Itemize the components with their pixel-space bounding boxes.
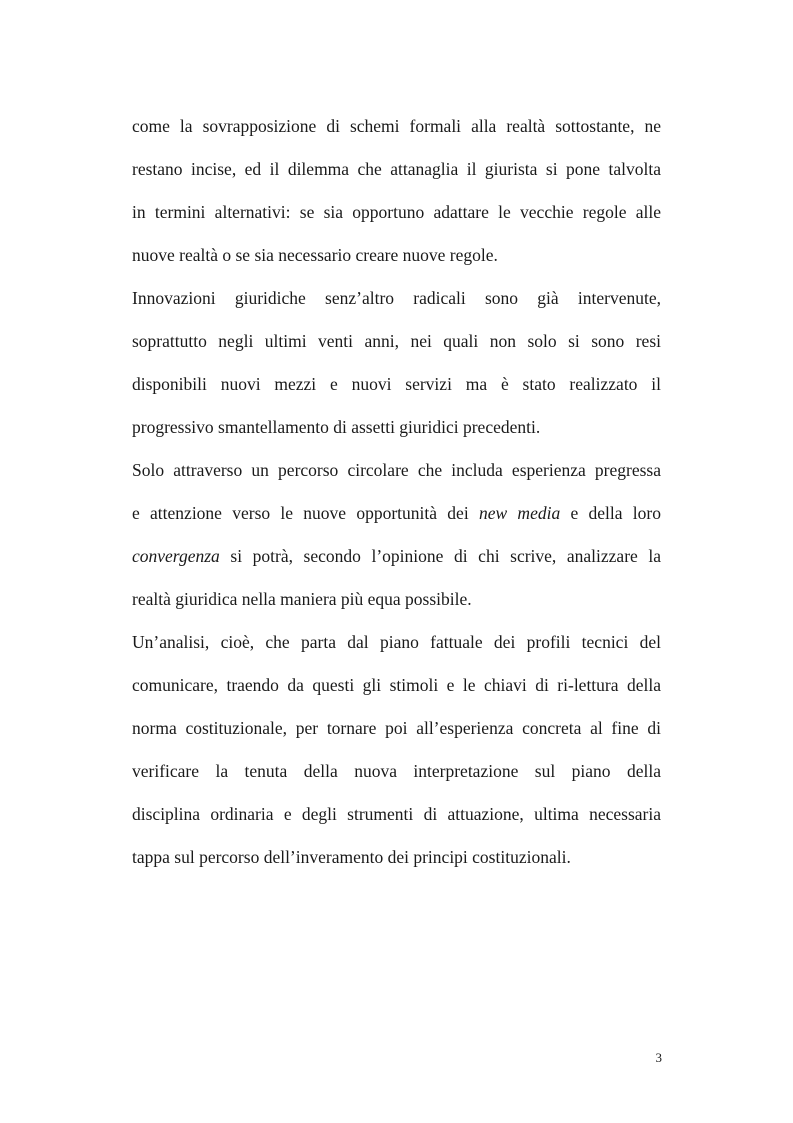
text-line: progressivo smantellamento di assetti giuridici precedenti. [132,417,541,437]
text-line: disponibili nuovi mezzi e nuovi servizi ma è stato realizzato il [132,374,661,394]
text-line: nuove realtà o se sia necessario creare nuove regole. [132,245,498,265]
text-line: norma costituzionale, per tornare poi all’esperienza concreta al fine di [132,718,661,738]
text-line: realtà giuridica nella maniera più equa possibile. [132,589,472,609]
page-number: 3 [655,1050,662,1065]
text-line: Un’analisi, cioè, che parta dal piano fattuale dei profili tecnici del [132,632,661,652]
text-line: restano incise, ed il dilemma che attanaglia il giurista si pone talvolta [132,159,661,179]
text-line: disciplina ordinaria e degli strumenti di attuazione, ultima necessaria [132,804,661,824]
text-line: comunicare, traendo da questi gli stimoli e le chiavi di ri-lettura della [132,675,661,695]
text-line: tappa sul percorso dell’inveramento dei principi costituzionali. [132,847,571,867]
text-run: si potrà, secondo l’opinione di chi scrive, analizzare la [219,546,661,566]
text-line [132,538,661,581]
text-line: Innovazioni giuridiche senz’altro radicali sono già intervenute, [132,288,661,308]
text-line: Solo attraverso un percorso circolare che includa esperienza pregressa [132,460,661,480]
text-line: soprattutto negli ultimi venti anni, nei quali non solo si sono resi [132,331,661,351]
text-line: in termini alternativi: se sia opportuno adattare le vecchie regole alle [132,202,661,222]
italic-term-convergenza: convergenza [132,546,220,566]
text-line: verificare la tenuta della nuova interpretazione sul piano della [132,761,661,781]
body-text [132,108,661,882]
text-line [132,495,661,538]
text-line: come la sovrapposizione di schemi formali alla realtà sottostante, ne [132,116,661,136]
italic-term-new-media: new media [478,503,561,523]
text-run: e attenzione verso le nuove opportunità dei [132,503,479,523]
text-run: e della loro [560,503,661,523]
